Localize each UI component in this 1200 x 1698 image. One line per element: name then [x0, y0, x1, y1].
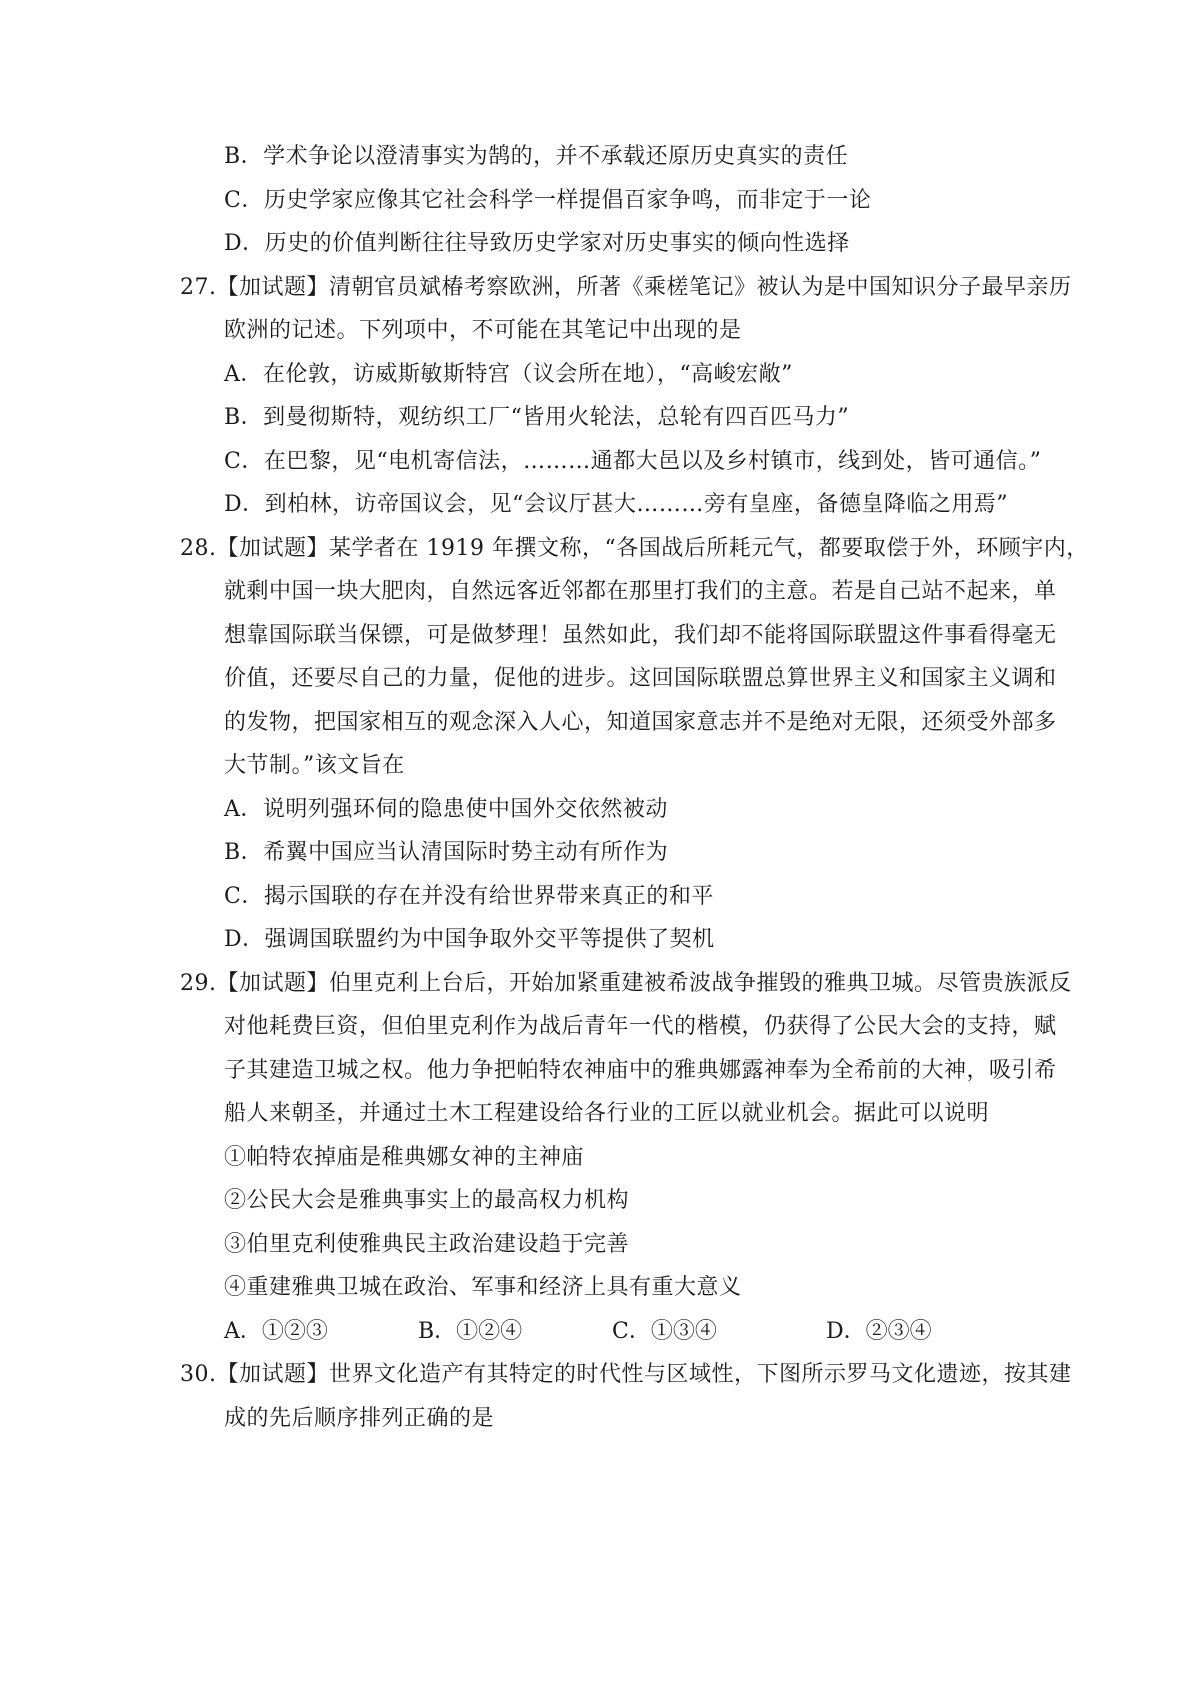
q27-option-b: B．到曼彻斯特，观纺织工厂“皆用火轮法，总轮有四百匹马力”	[224, 405, 850, 430]
q29-stem-line-3: 子其建造卫城之权。他力争把帕特农神庙中的雅典娜露神奉为全希前的大神，吸引希	[224, 1058, 1057, 1083]
q28-option-c: C．揭示国联的存在并没有给世界带来真正的和平	[224, 884, 714, 909]
q30-stem-line-1: 30.【加试题】世界文化造产有其特定的时代性与区域性，下图所示罗马文化遗迹，按其建	[180, 1362, 1072, 1387]
q28-stem-line-5: 的发物，把国家相互的观念深入人心，知道国家意志并不是绝对无限，还须受外部多	[224, 710, 1057, 735]
q29-stem-line-1: 29.【加试题】伯里克利上台后，开始加紧重建被希波战争摧毁的雅典卫城。尽管贵族派反	[180, 971, 1072, 996]
q28-stem-line-4: 价值，还要尽自己的力量，促他的进步。这回国际联盟总算世界主义和国家主义调和	[224, 666, 1057, 691]
prev-option-b: B．学术争论以澄清事实为鹄的，并不承载还原历史真实的责任	[224, 144, 849, 169]
q29-statement-4: ④重建雅典卫城在政治、军事和经济上具有重大意义	[224, 1275, 742, 1300]
q28-option-d: D．强调国联盟约为中国争取外交平等提供了契机	[224, 927, 715, 952]
q28-option-b: B．希翼中国应当认清国际时势主动有所作为	[224, 840, 669, 865]
prev-option-d: D．历史的价值判断往往导致历史学家对历史事实的倾向性选择	[224, 231, 850, 256]
q29-stem-line-4: 船人来朝圣，并通过土木工程建设给各行业的工匠以就业机会。据此可以说明	[224, 1101, 990, 1126]
q29-option-d: D．②③④	[826, 1319, 932, 1344]
q27-stem-line-1: 27.【加试题】清朝官员斌椿考察欧洲，所著《乘槎笔记》被认为是中国知识分子最早亲历	[180, 275, 1072, 300]
prev-option-c: C．历史学家应像其它社会科学一样提倡百家争鸣，而非定于一论	[224, 188, 872, 213]
q28-stem-line-3: 想靠国际联当保镖，可是做梦理！虽然如此，我们却不能将国际联盟这件事看得毫无	[224, 623, 1057, 648]
q28-stem-line-6: 大节制。”该文旨在	[224, 753, 405, 778]
q28-option-a: A．说明列强环伺的隐患使中国外交依然被动	[224, 797, 668, 822]
q29-statement-2: ②公民大会是雅典事实上的最高权力机构	[224, 1188, 630, 1213]
q29-statement-3: ③伯里克利使雅典民主政治建设趋于完善	[224, 1232, 630, 1257]
q29-option-c: C．①③④	[612, 1319, 717, 1344]
q29-option-b: B．①②④	[418, 1319, 523, 1344]
q27-option-a: A．在伦敦，访威斯敏斯特宫（议会所在地），“高峻宏敞”	[224, 362, 793, 387]
q30-stem-line-2: 成的先后顺序排列正确的是	[224, 1406, 495, 1431]
q28-stem-line-1: 28.【加试题】某学者在 1919 年撰文称，“各国战后所耗元气，都要取偿于外，环顾宇内，	[180, 536, 1089, 561]
q28-stem-line-2: 就剩中国一块大肥肉，自然远客近邻都在那里打我们的主意。若是自己站不起来，单	[224, 579, 1057, 604]
q29-stem-line-2: 对他耗费巨资，但伯里克利作为战后青年一代的楷模，仍获得了公民大会的支持，赋	[224, 1014, 1057, 1039]
q27-option-c: C．在巴黎，见“电机寄信法，………通都大邑以及乡村镇市，线到处，皆可通信。”	[224, 449, 1042, 474]
q29-statement-1: ①帕特农掉庙是稚典娜女神的主神庙	[224, 1145, 585, 1170]
q29-option-a: A．①②③	[224, 1319, 328, 1344]
q27-option-d: D．到柏林，访帝国议会，见“会议厅甚大………旁有皇座，备德皇降临之用焉”	[224, 492, 1009, 517]
q27-stem-line-2: 欧洲的记述。下列项中，不可能在其笔记中出现的是	[224, 318, 742, 343]
